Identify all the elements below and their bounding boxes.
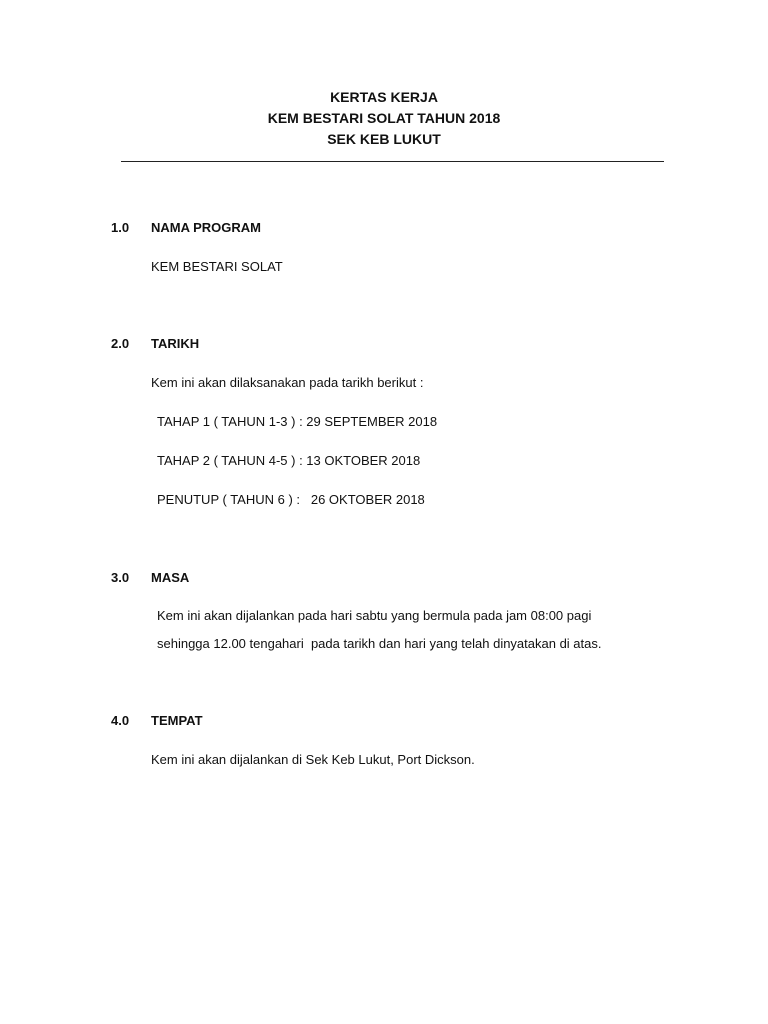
section-number-4: 4.0 xyxy=(111,713,130,728)
time-line-1: Kem ini akan dijalankan pada hari sabtu yang bermula pada jam 08:00 pagi xyxy=(157,608,592,623)
venue-text: Kem ini akan dijalankan di Sek Keb Lukut, Port Dickson. xyxy=(151,752,475,767)
section-heading-nama-program: NAMA PROGRAM xyxy=(151,220,262,235)
document-subtitle: KEM BESTARI SOLAT TAHUN 2018 xyxy=(267,110,501,126)
section-heading-tempat: TEMPAT xyxy=(151,713,203,728)
date-item-penutup: PENUTUP ( TAHUN 6 ) : 26 OKTOBER 2018 xyxy=(157,492,425,507)
school-name: SEK KEB LUKUT xyxy=(327,131,441,147)
date-item-tahap-2: TAHAP 2 ( TAHUN 4-5 ) : 13 OKTOBER 2018 xyxy=(157,453,421,468)
program-name: KEM BESTARI SOLAT xyxy=(151,259,283,274)
section-number-2: 2.0 xyxy=(111,336,130,351)
title-divider xyxy=(121,161,664,162)
section-number-1: 1.0 xyxy=(111,220,130,235)
time-line-2: sehingga 12.00 tengahari pada tarikh dan hari yang telah dinyatakan di atas. xyxy=(157,636,602,651)
date-item-tahap-1: TAHAP 1 ( TAHUN 1-3 ) : 29 SEPTEMBER 2018 xyxy=(157,414,438,429)
date-intro: Kem ini akan dilaksanakan pada tarikh berikut : xyxy=(151,375,424,390)
section-heading-masa: MASA xyxy=(151,570,190,585)
document-title: KERTAS KERJA xyxy=(330,89,438,105)
section-heading-tarikh: TARIKH xyxy=(151,336,200,351)
section-number-3: 3.0 xyxy=(111,570,130,585)
